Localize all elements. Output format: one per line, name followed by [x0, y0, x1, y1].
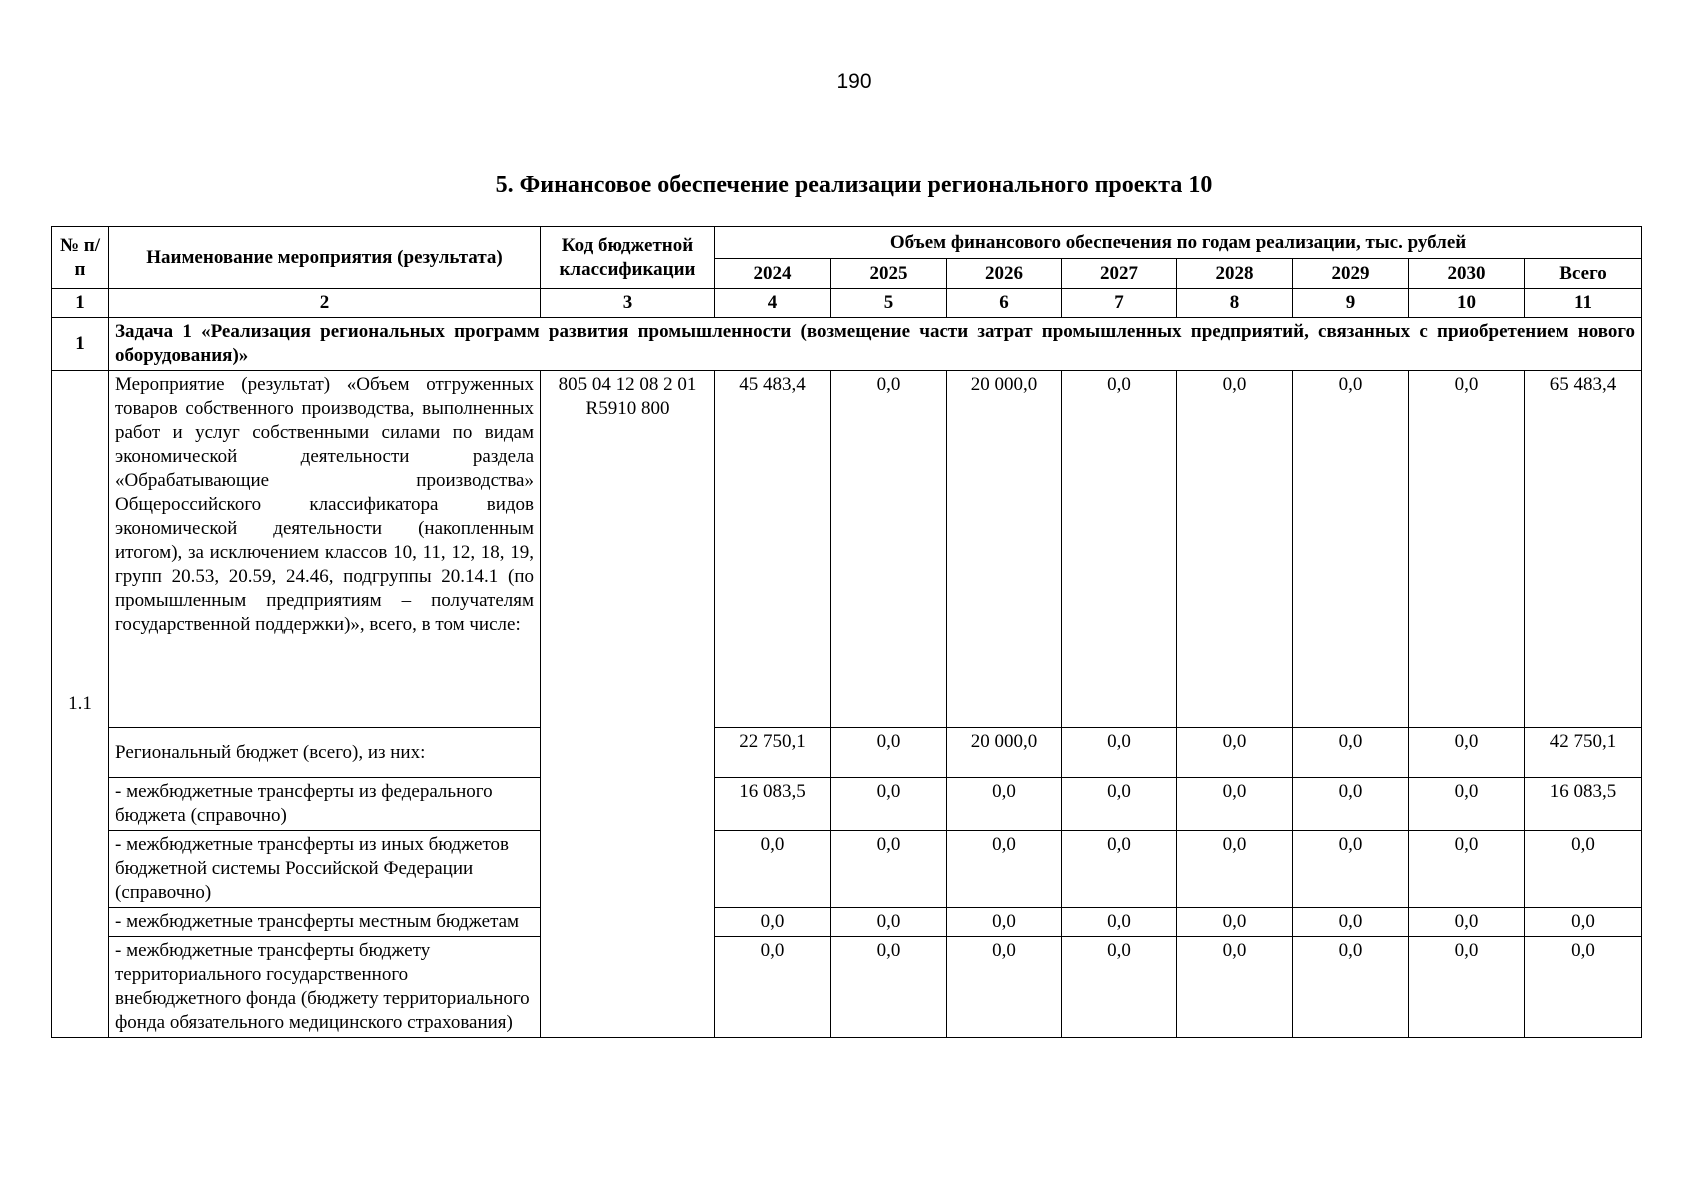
measure-name: Мероприятие (результат) «Объем отгруженных товаров собственного производства, выполненных работ и услуг собственными силами по видам экономической деятельности раздела «Обрабатывающие производства» Общероссийского классификатора видов экономической деятельности (накопленным итогом), за исключением классов 10, 11, 12, 18, 19, групп 20.53, 20.59, 24.46, подгруппы 20.14.1 (по промышленным предприятиям – получателям государственной поддержки)», всего, в том числе:	[109, 371, 541, 728]
value-cell: 0,0	[1062, 937, 1177, 1038]
value-cell: 22 750,1	[715, 728, 831, 778]
value-cell: 0,0	[715, 908, 831, 937]
value-cell: 0,0	[1525, 831, 1642, 908]
header-volume: Объем финансового обеспечения по годам реализации, тыс. рублей	[715, 227, 1642, 259]
column-number: 4	[715, 289, 831, 318]
column-number: 8	[1177, 289, 1293, 318]
sub-row-name: - межбюджетные трансферты из иных бюджетов бюджетной системы Российской Федерации (справочно)	[109, 831, 541, 908]
column-numbers-row	[52, 289, 1642, 318]
measure-row	[52, 371, 1642, 728]
header-total: Всего	[1525, 259, 1642, 289]
value-cell: 0,0	[831, 831, 947, 908]
value-cell: 0,0	[831, 728, 947, 778]
measure-index: 1.1	[52, 371, 109, 1038]
value-cell: 0,0	[1409, 728, 1525, 778]
sub-row-other-budgets	[52, 831, 1642, 908]
value-cell: 0,0	[1062, 371, 1177, 728]
value-cell: 0,0	[1177, 371, 1293, 728]
value-cell: 0,0	[1293, 937, 1409, 1038]
header-year: 2024	[715, 259, 831, 289]
column-number: 10	[1409, 289, 1525, 318]
column-number: 9	[1293, 289, 1409, 318]
header-name: Наименование мероприятия (результата)	[109, 227, 541, 289]
value-cell: 0,0	[1293, 728, 1409, 778]
sub-row-regional	[52, 728, 1642, 778]
header-code: Код бюджетной классификации	[541, 227, 715, 289]
sub-row-federal	[52, 778, 1642, 831]
value-cell: 0,0	[1525, 937, 1642, 1038]
value-cell: 16 083,5	[715, 778, 831, 831]
value-cell: 0,0	[1293, 371, 1409, 728]
sub-row-extrabudgetary-fund	[52, 937, 1642, 1038]
value-cell: 0,0	[831, 937, 947, 1038]
value-cell: 0,0	[947, 937, 1062, 1038]
budget-code: 805 04 12 08 2 01 R5910 800	[541, 371, 715, 1038]
value-cell: 0,0	[1409, 371, 1525, 728]
value-cell: 65 483,4	[1525, 371, 1642, 728]
task-row	[52, 318, 1642, 371]
value-cell: 0,0	[1177, 831, 1293, 908]
value-cell: 0,0	[1177, 908, 1293, 937]
document-title: 5. Финансовое обеспечение реализации регионального проекта 10	[495, 172, 1213, 198]
sub-row-name: - межбюджетные трансферты из федерального бюджета (справочно)	[109, 778, 541, 831]
header-year: 2026	[947, 259, 1062, 289]
column-number: 3	[541, 289, 715, 318]
value-cell: 0,0	[715, 831, 831, 908]
value-cell: 0,0	[831, 778, 947, 831]
value-cell: 0,0	[947, 778, 1062, 831]
value-cell: 0,0	[715, 937, 831, 1038]
sub-row-name: - межбюджетные трансферты местным бюджетам	[109, 908, 541, 937]
financing-table	[51, 226, 1642, 1038]
value-cell: 0,0	[1293, 908, 1409, 937]
header-no: № п/п	[52, 227, 109, 289]
header-year: 2029	[1293, 259, 1409, 289]
value-cell: 20 000,0	[947, 728, 1062, 778]
column-number: 2	[109, 289, 541, 318]
page-number: 190	[836, 70, 872, 93]
header-year: 2028	[1177, 259, 1293, 289]
sub-row-name: - межбюджетные трансферты бюджету территориального государственного внебюджетного фонда (бюджету территориального фонда обязательного медицинского страхования)	[109, 937, 541, 1038]
value-cell: 0,0	[1177, 937, 1293, 1038]
value-cell: 0,0	[1525, 908, 1642, 937]
task-text: Задача 1 «Реализация региональных программ развития промышленности (возмещение части затрат промышленных предприятий, связанных с приобретением нового оборудования)»	[109, 318, 1642, 371]
value-cell: 0,0	[1293, 778, 1409, 831]
value-cell: 0,0	[1409, 778, 1525, 831]
column-number: 6	[947, 289, 1062, 318]
column-number: 11	[1525, 289, 1642, 318]
value-cell: 0,0	[947, 831, 1062, 908]
task-number: 1	[52, 318, 109, 371]
value-cell: 16 083,5	[1525, 778, 1642, 831]
sub-row-local	[52, 908, 1642, 937]
value-cell: 0,0	[1062, 908, 1177, 937]
column-number: 7	[1062, 289, 1177, 318]
header-year: 2025	[831, 259, 947, 289]
value-cell: 0,0	[1062, 831, 1177, 908]
column-number: 1	[52, 289, 109, 318]
value-cell: 0,0	[1409, 908, 1525, 937]
value-cell: 20 000,0	[947, 371, 1062, 728]
value-cell: 42 750,1	[1525, 728, 1642, 778]
value-cell: 0,0	[831, 371, 947, 728]
header-year: 2027	[1062, 259, 1177, 289]
sub-row-name: Региональный бюджет (всего), из них:	[109, 728, 541, 778]
value-cell: 45 483,4	[715, 371, 831, 728]
value-cell: 0,0	[1293, 831, 1409, 908]
value-cell: 0,0	[1177, 728, 1293, 778]
value-cell: 0,0	[1062, 728, 1177, 778]
header-year: 2030	[1409, 259, 1525, 289]
value-cell: 0,0	[947, 908, 1062, 937]
value-cell: 0,0	[1409, 831, 1525, 908]
value-cell: 0,0	[1409, 937, 1525, 1038]
value-cell: 0,0	[1062, 778, 1177, 831]
value-cell: 0,0	[831, 908, 947, 937]
column-number: 5	[831, 289, 947, 318]
value-cell: 0,0	[1177, 778, 1293, 831]
